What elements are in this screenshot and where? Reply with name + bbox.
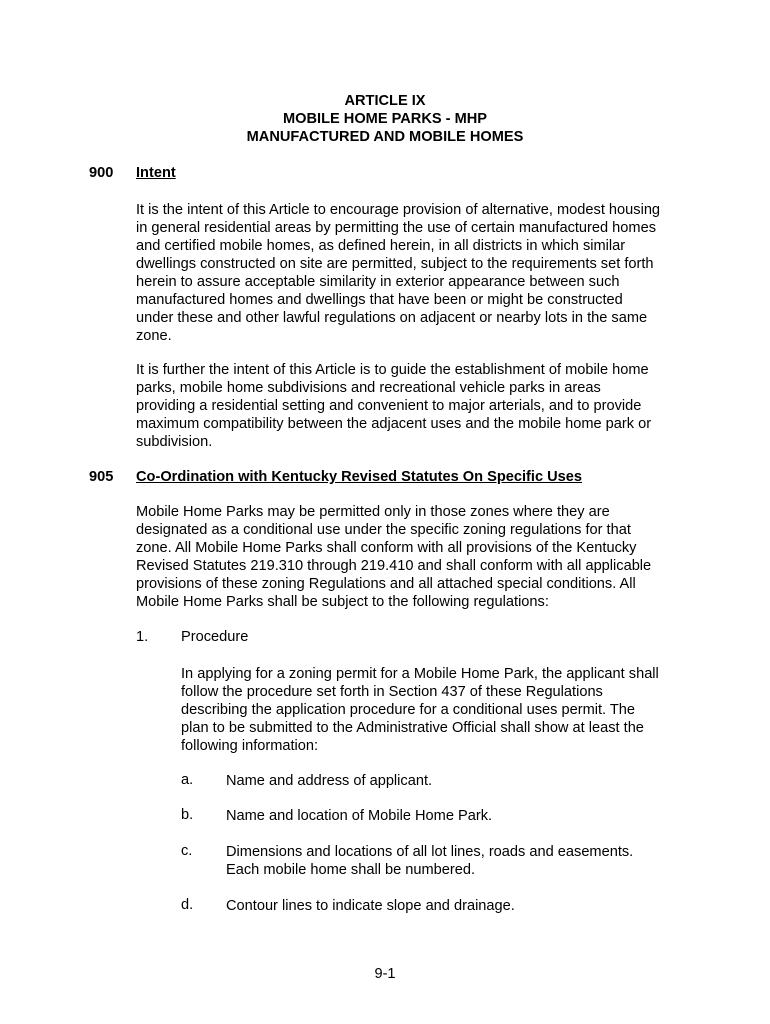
list-item-title: Procedure (181, 629, 249, 645)
text-line: plan to be submitted to the Administrative Official shall show at least the (181, 720, 644, 736)
text-line: herein to assure acceptable similarity in exterior appearance between such (136, 274, 620, 290)
text-line: follow the procedure set forth in Section 437 of these Regulations (181, 684, 603, 700)
section-900-paragraph-1 (136, 201, 660, 345)
text-line: in general residential areas by permitting the use of certain manufactured homes (136, 220, 656, 236)
article-subtitle: MANUFACTURED AND MOBILE HOMES (246, 129, 524, 145)
section-905-paragraph (136, 503, 651, 611)
text-line: manufactured homes and dwellings that have been or might be constructed (136, 292, 623, 308)
section-900-number: 900 (89, 165, 114, 181)
text-line: under these and other lawful regulations on adjacent or nearby lots in the same (136, 310, 648, 326)
text-line: dwellings constructed on site are permitted, subject to the requirements set forth (136, 256, 654, 272)
text-line: It is further the intent of this Article is to guide the establishment of mobile home (136, 362, 649, 378)
text-line: designated as a conditional use under the specific zoning regulations for that (136, 522, 631, 538)
text-line: and certified mobile homes, as defined herein, in all districts in which similar (136, 238, 626, 254)
section-905-title: Co-Ordination with Kentucky Revised Statutes On Specific Uses (136, 469, 583, 485)
text-line: Name and location of Mobile Home Park. (226, 808, 493, 824)
text-line: zone. (136, 328, 172, 344)
text-line: Each mobile home shall be numbered. (226, 862, 476, 878)
subitem-text (226, 772, 432, 790)
page-number: 9-1 (374, 966, 396, 982)
text-line: In applying for a zoning permit for a Mobile Home Park, the applicant shall (181, 666, 659, 682)
subitem-letter: d. (181, 897, 194, 913)
subitem-text (226, 807, 492, 825)
text-line: zone. All Mobile Home Parks shall conform with all provisions of the Kentucky (136, 540, 637, 556)
text-line: provisions of these zoning Regulations and all attached special conditions. All (136, 576, 636, 592)
text-line: following information: (181, 738, 319, 754)
subitem-text (226, 843, 633, 879)
text-line: Mobile Home Parks shall be subject to the following regulations: (136, 594, 549, 610)
subitem-text (226, 897, 515, 915)
text-line: Dimensions and locations of all lot lines, roads and easements. (226, 844, 634, 860)
text-line: providing a residential setting and convenient to major arterials, and to provide (136, 398, 642, 414)
section-905-number: 905 (89, 469, 114, 485)
text-line: maximum compatibility between the adjacent uses and the mobile home park or (136, 416, 652, 432)
section-900-paragraph-2 (136, 361, 651, 451)
article-heading: ARTICLE IX (344, 93, 426, 109)
text-line: parks, mobile home subdivisions and recreational vehicle parks in areas (136, 380, 601, 396)
subitem-letter: a. (181, 772, 194, 788)
text-line: subdivision. (136, 434, 213, 450)
text-line: describing the application procedure for a conditional uses permit. The (181, 702, 636, 718)
text-line: Mobile Home Parks may be permitted only in those zones where they are (136, 504, 610, 520)
subitem-letter: b. (181, 807, 194, 823)
text-line: It is the intent of this Article to encourage provision of alternative, modest housing (136, 202, 661, 218)
procedure-paragraph (181, 665, 659, 755)
text-line: Name and address of applicant. (226, 773, 433, 789)
section-900-title: Intent (136, 165, 176, 181)
text-line: Contour lines to indicate slope and drainage. (226, 898, 515, 914)
article-title: MOBILE HOME PARKS - MHP (282, 111, 488, 127)
subitem-letter: c. (181, 843, 193, 859)
text-line: Revised Statutes 219.310 through 219.410 and shall conform with all applicable (136, 558, 652, 574)
list-item-number: 1. (136, 629, 149, 645)
